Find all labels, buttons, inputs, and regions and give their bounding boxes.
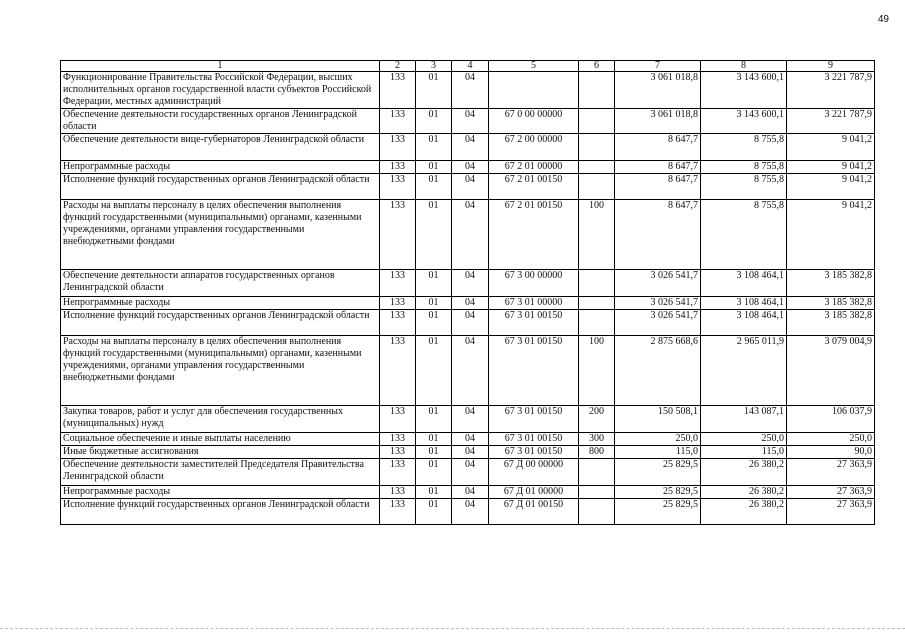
cell-amount-col8: 3 143 600,1 <box>701 72 787 109</box>
cell-amount-col8: 3 143 600,1 <box>701 109 787 134</box>
cell-amount-col9: 9 041,2 <box>787 161 875 174</box>
cell-section: 01 <box>416 72 452 109</box>
cell-amount-col9: 3 185 382,8 <box>787 297 875 310</box>
cell-subsection: 04 <box>452 406 489 433</box>
cell-amount-col7: 8 647,7 <box>615 200 701 270</box>
cell-subsection: 04 <box>452 336 489 406</box>
budget-table <box>60 60 875 525</box>
cell-amount-col8: 26 380,2 <box>701 499 787 525</box>
cell-amount-col9: 3 185 382,8 <box>787 270 875 297</box>
cell-subsection: 04 <box>452 486 489 499</box>
cell-section: 01 <box>416 486 452 499</box>
row-name: Функционирование Правительства Российской Федерации, высших исполнительных органов государственной власти субъектов Российской Федерации, местных администраций <box>61 72 380 109</box>
table-row <box>61 499 875 525</box>
cell-amount-col7: 25 829,5 <box>615 499 701 525</box>
column-header: 7 <box>615 61 701 72</box>
cell-amount-col9: 3 221 787,9 <box>787 72 875 109</box>
cell-subsection: 04 <box>452 72 489 109</box>
row-name: Непрограммные расходы <box>61 297 380 310</box>
row-name: Исполнение функций государственных органов Ленинградской области <box>61 310 380 336</box>
cell-admin-code: 133 <box>380 109 416 134</box>
cell-target-article: 67 2 01 00150 <box>489 174 579 200</box>
cell-amount-col9: 27 363,9 <box>787 459 875 486</box>
cell-subsection: 04 <box>452 200 489 270</box>
cell-amount-col7: 150 508,1 <box>615 406 701 433</box>
cell-section: 01 <box>416 161 452 174</box>
table-row <box>61 134 875 161</box>
cell-amount-col7: 115,0 <box>615 446 701 459</box>
cell-expense-type: 100 <box>579 200 615 270</box>
cell-amount-col8: 143 087,1 <box>701 406 787 433</box>
cell-amount-col8: 250,0 <box>701 433 787 446</box>
cell-admin-code: 133 <box>380 446 416 459</box>
cell-subsection: 04 <box>452 446 489 459</box>
cell-target-article: 67 2 01 00150 <box>489 200 579 270</box>
page-number: 49 <box>877 14 889 25</box>
cell-expense-type <box>579 161 615 174</box>
cell-amount-col7: 250,0 <box>615 433 701 446</box>
cell-expense-type <box>579 134 615 161</box>
cell-amount-col8: 8 755,8 <box>701 200 787 270</box>
cell-section: 01 <box>416 200 452 270</box>
table-row <box>61 297 875 310</box>
cell-admin-code: 133 <box>380 310 416 336</box>
cell-expense-type: 300 <box>579 433 615 446</box>
cell-amount-col8: 8 755,8 <box>701 161 787 174</box>
cell-subsection: 04 <box>452 174 489 200</box>
cell-amount-col9: 106 037,9 <box>787 406 875 433</box>
column-header: 9 <box>787 61 875 72</box>
cell-amount-col8: 2 965 011,9 <box>701 336 787 406</box>
cell-amount-col7: 3 061 018,8 <box>615 109 701 134</box>
cell-amount-col8: 3 108 464,1 <box>701 310 787 336</box>
cell-target-article: 67 3 00 00000 <box>489 270 579 297</box>
cell-section: 01 <box>416 270 452 297</box>
cell-section: 01 <box>416 109 452 134</box>
row-name: Исполнение функций государственных органов Ленинградской области <box>61 174 380 200</box>
cell-section: 01 <box>416 134 452 161</box>
cell-target-article: 67 Д 00 00000 <box>489 459 579 486</box>
cell-section: 01 <box>416 297 452 310</box>
table-row <box>61 459 875 486</box>
column-header: 1 <box>61 61 380 72</box>
cell-amount-col7: 25 829,5 <box>615 459 701 486</box>
cell-amount-col9: 9 041,2 <box>787 200 875 270</box>
cell-target-article: 67 3 01 00150 <box>489 446 579 459</box>
cell-subsection: 04 <box>452 459 489 486</box>
table-row <box>61 109 875 134</box>
row-name: Обеспечение деятельности аппаратов государственных органов Ленинградской области <box>61 270 380 297</box>
cell-amount-col7: 8 647,7 <box>615 174 701 200</box>
table-row <box>61 161 875 174</box>
cell-amount-col9: 90,0 <box>787 446 875 459</box>
cell-admin-code: 133 <box>380 459 416 486</box>
cell-admin-code: 133 <box>380 134 416 161</box>
cell-subsection: 04 <box>452 270 489 297</box>
cell-expense-type <box>579 310 615 336</box>
cell-subsection: 04 <box>452 109 489 134</box>
table-row <box>61 174 875 200</box>
cell-expense-type <box>579 486 615 499</box>
cell-amount-col9: 9 041,2 <box>787 134 875 161</box>
cell-amount-col7: 25 829,5 <box>615 486 701 499</box>
cell-expense-type <box>579 174 615 200</box>
cell-admin-code: 133 <box>380 297 416 310</box>
row-name: Обеспечение деятельности заместителей Председателя Правительства Ленинградской области <box>61 459 380 486</box>
cell-expense-type <box>579 72 615 109</box>
cell-expense-type <box>579 297 615 310</box>
cell-target-article: 67 3 01 00150 <box>489 336 579 406</box>
row-name: Закупка товаров, работ и услуг для обеспечения государственных (муниципальных) нужд <box>61 406 380 433</box>
cell-admin-code: 133 <box>380 433 416 446</box>
cell-target-article: 67 3 01 00000 <box>489 297 579 310</box>
cell-admin-code: 133 <box>380 270 416 297</box>
cell-subsection: 04 <box>452 297 489 310</box>
cell-target-article: 67 Д 01 00000 <box>489 486 579 499</box>
cell-amount-col7: 8 647,7 <box>615 161 701 174</box>
cell-amount-col9: 27 363,9 <box>787 499 875 525</box>
cell-section: 01 <box>416 446 452 459</box>
cell-admin-code: 133 <box>380 174 416 200</box>
cell-subsection: 04 <box>452 134 489 161</box>
cell-amount-col7: 8 647,7 <box>615 134 701 161</box>
column-header: 4 <box>452 61 489 72</box>
cell-amount-col7: 2 875 668,6 <box>615 336 701 406</box>
table-row <box>61 72 875 109</box>
cell-amount-col8: 3 108 464,1 <box>701 270 787 297</box>
page-bottom-divider <box>0 628 905 629</box>
cell-amount-col7: 3 026 541,7 <box>615 310 701 336</box>
row-name: Социальное обеспечение и иные выплаты населению <box>61 433 380 446</box>
cell-amount-col9: 3 185 382,8 <box>787 310 875 336</box>
cell-target-article: 67 3 01 00150 <box>489 310 579 336</box>
cell-subsection: 04 <box>452 310 489 336</box>
cell-amount-col9: 3 221 787,9 <box>787 109 875 134</box>
row-name: Обеспечение деятельности государственных органов Ленинградской области <box>61 109 380 134</box>
cell-admin-code: 133 <box>380 72 416 109</box>
cell-section: 01 <box>416 310 452 336</box>
cell-subsection: 04 <box>452 433 489 446</box>
cell-amount-col8: 8 755,8 <box>701 134 787 161</box>
row-name: Расходы на выплаты персоналу в целях обеспечения выполнения функций государственными (муниципальными) органами, казенными учреждениями, органами управления государственными внебюджетными фондами <box>61 200 380 270</box>
cell-amount-col7: 3 026 541,7 <box>615 297 701 310</box>
cell-amount-col9: 3 079 004,9 <box>787 336 875 406</box>
cell-admin-code: 133 <box>380 336 416 406</box>
cell-expense-type <box>579 109 615 134</box>
cell-section: 01 <box>416 499 452 525</box>
cell-target-article: 67 2 01 00000 <box>489 161 579 174</box>
cell-amount-col7: 3 061 018,8 <box>615 72 701 109</box>
table-row <box>61 200 875 270</box>
cell-target-article: 67 2 00 00000 <box>489 134 579 161</box>
cell-target-article <box>489 72 579 109</box>
cell-target-article: 67 3 01 00150 <box>489 406 579 433</box>
table-row <box>61 270 875 297</box>
cell-section: 01 <box>416 174 452 200</box>
cell-section: 01 <box>416 433 452 446</box>
cell-target-article: 67 3 01 00150 <box>489 433 579 446</box>
row-name: Расходы на выплаты персоналу в целях обеспечения выполнения функций государственными (муниципальными) органами, казенными учреждениями, органами управления государственными внебюджетными фондами <box>61 336 380 406</box>
cell-expense-type <box>579 270 615 297</box>
column-header: 2 <box>380 61 416 72</box>
cell-amount-col8: 26 380,2 <box>701 486 787 499</box>
row-name: Исполнение функций государственных органов Ленинградской области <box>61 499 380 525</box>
cell-amount-col8: 115,0 <box>701 446 787 459</box>
table-row <box>61 310 875 336</box>
table-row <box>61 433 875 446</box>
row-name: Непрограммные расходы <box>61 486 380 499</box>
cell-admin-code: 133 <box>380 200 416 270</box>
cell-admin-code: 133 <box>380 486 416 499</box>
cell-amount-col9: 27 363,9 <box>787 486 875 499</box>
cell-amount-col8: 3 108 464,1 <box>701 297 787 310</box>
cell-expense-type: 200 <box>579 406 615 433</box>
column-header: 3 <box>416 61 452 72</box>
cell-expense-type: 100 <box>579 336 615 406</box>
cell-section: 01 <box>416 406 452 433</box>
table-row <box>61 486 875 499</box>
cell-amount-col8: 26 380,2 <box>701 459 787 486</box>
cell-expense-type <box>579 499 615 525</box>
column-header: 8 <box>701 61 787 72</box>
cell-amount-col8: 8 755,8 <box>701 174 787 200</box>
column-header: 6 <box>579 61 615 72</box>
cell-subsection: 04 <box>452 161 489 174</box>
table-row <box>61 446 875 459</box>
column-number-row <box>61 61 875 72</box>
cell-amount-col9: 250,0 <box>787 433 875 446</box>
cell-expense-type <box>579 459 615 486</box>
row-name: Непрограммные расходы <box>61 161 380 174</box>
cell-section: 01 <box>416 336 452 406</box>
cell-section: 01 <box>416 459 452 486</box>
row-name: Иные бюджетные ассигнования <box>61 446 380 459</box>
column-header: 5 <box>489 61 579 72</box>
cell-admin-code: 133 <box>380 499 416 525</box>
cell-amount-col9: 9 041,2 <box>787 174 875 200</box>
cell-amount-col7: 3 026 541,7 <box>615 270 701 297</box>
row-name: Обеспечение деятельности вице-губернаторов Ленинградской области <box>61 134 380 161</box>
cell-admin-code: 133 <box>380 406 416 433</box>
cell-target-article: 67 0 00 00000 <box>489 109 579 134</box>
table-row <box>61 406 875 433</box>
table-row <box>61 336 875 406</box>
cell-subsection: 04 <box>452 499 489 525</box>
cell-expense-type: 800 <box>579 446 615 459</box>
cell-admin-code: 133 <box>380 161 416 174</box>
cell-target-article: 67 Д 01 00150 <box>489 499 579 525</box>
